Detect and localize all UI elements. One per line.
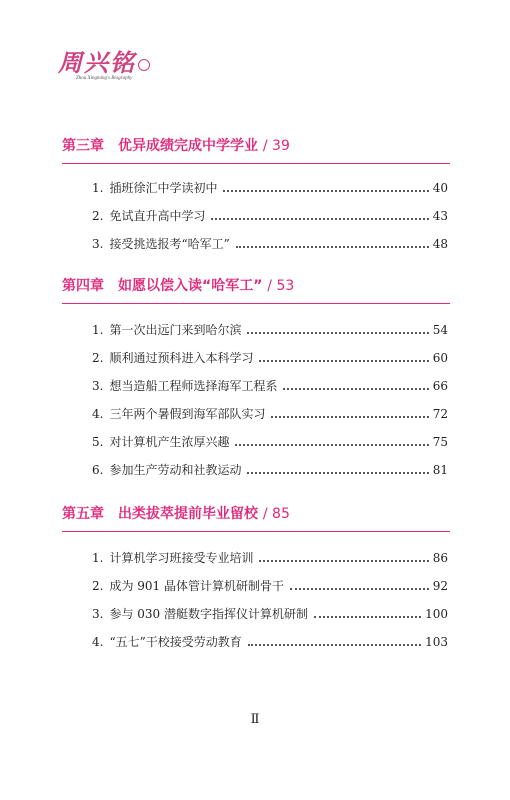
toc-entry[interactable]	[92, 405, 448, 423]
entry-page: 103	[425, 635, 448, 649]
dot-leader	[223, 190, 428, 192]
dot-leader	[314, 616, 421, 618]
entry-page: 81	[432, 463, 448, 477]
dot-leader	[247, 472, 428, 474]
entry-title: 计算机学习班接受专业培训	[109, 551, 254, 565]
entry-title: 参与 030 潜艇数字指挥仪计算机研制	[109, 607, 308, 621]
dot-leader	[235, 444, 428, 446]
chapter-divider	[62, 303, 450, 304]
entry-page: 86	[432, 551, 448, 565]
chapter-divider	[62, 163, 450, 164]
entry-title: 想当造船工程师选择海军工程系	[109, 379, 278, 393]
chapter-4	[62, 275, 450, 477]
entry-number: 3.	[92, 607, 104, 621]
dot-leader	[283, 388, 428, 390]
chapter-heading[interactable]	[62, 275, 450, 297]
chapter-page: / 53	[267, 278, 295, 294]
dot-leader	[259, 560, 428, 562]
page-folio: Ⅱ	[250, 712, 260, 727]
chapter-title: 如愿以偿入读“哈军工”	[118, 278, 263, 294]
toc-entry[interactable]	[92, 433, 448, 451]
dot-leader	[211, 218, 428, 220]
entry-title: “五七”干校接受劳动教育	[109, 635, 242, 649]
dot-leader	[236, 246, 429, 248]
entry-page: 75	[432, 435, 448, 449]
entry-title: 三年两个暑假到海军部队实习	[109, 407, 266, 421]
entry-number: 3.	[92, 237, 104, 251]
dot-leader	[248, 644, 421, 646]
entry-page: 66	[432, 379, 448, 393]
chapter-title: 出类拔萃提前毕业留校	[118, 506, 258, 522]
toc-entry[interactable]	[92, 349, 448, 367]
logo-title: 周兴铭	[58, 48, 168, 78]
chapter-heading[interactable]	[62, 503, 450, 525]
entry-number: 2.	[92, 351, 104, 365]
entry-number: 6.	[92, 463, 104, 477]
biography-logo	[58, 48, 168, 94]
entry-title: 顺利通过预科进入本科学习	[109, 351, 254, 365]
entry-page: 43	[432, 209, 448, 223]
dot-leader	[271, 416, 428, 418]
dot-leader	[259, 360, 428, 362]
chapter-number: 第四章	[62, 278, 104, 294]
toc-entry[interactable]	[92, 179, 448, 197]
entry-title: 插班徐汇中学读初中	[109, 181, 218, 195]
entry-page: 54	[432, 323, 448, 337]
chapter-page: / 85	[262, 506, 290, 522]
entry-number: 4.	[92, 407, 104, 421]
chapter-number: 第三章	[62, 138, 104, 154]
toc-entry[interactable]	[92, 321, 448, 339]
entry-page: 72	[432, 407, 448, 421]
entry-number: 1.	[92, 323, 104, 337]
entry-number: 3.	[92, 379, 104, 393]
entry-number: 4.	[92, 635, 104, 649]
chapter-heading[interactable]	[62, 135, 450, 157]
entry-number: 2.	[92, 579, 104, 593]
chapter-title: 优异成绩完成中学学业	[118, 138, 258, 154]
chapter-divider	[62, 531, 450, 532]
toc-entry[interactable]	[92, 377, 448, 395]
entry-title: 接受挑选报考“哈军工”	[109, 237, 230, 251]
toc-entry[interactable]	[92, 633, 448, 651]
entry-number: 1.	[92, 551, 104, 565]
dot-leader	[290, 588, 429, 590]
entry-number: 2.	[92, 209, 104, 223]
entry-title: 成为 901 晶体管计算机研制骨干	[109, 579, 284, 593]
chapter-number: 第五章	[62, 506, 104, 522]
toc-entry[interactable]	[92, 207, 448, 225]
chapter-3	[62, 135, 450, 251]
entry-page: 40	[432, 181, 448, 195]
dot-leader	[247, 332, 428, 334]
entry-page: 92	[432, 579, 448, 593]
chapter-5	[62, 503, 450, 649]
entry-title: 参加生产劳动和社教运动	[109, 463, 242, 477]
toc-entry[interactable]	[92, 461, 448, 479]
entry-number: 5.	[92, 435, 104, 449]
toc-entry[interactable]	[92, 605, 448, 623]
entry-title: 对计算机产生浓厚兴趣	[109, 435, 230, 449]
logo-subtitle: Zhou Xingming's Biography	[76, 76, 133, 81]
seal-icon	[138, 59, 150, 71]
entry-number: 1.	[92, 181, 104, 195]
chapter-page: / 39	[262, 138, 290, 154]
entry-page: 60	[432, 351, 448, 365]
toc-entry[interactable]	[92, 577, 448, 595]
entry-title: 免试直升高中学习	[109, 209, 206, 223]
entry-title: 第一次出远门来到哈尔滨	[109, 323, 242, 337]
toc-entry[interactable]	[92, 235, 448, 253]
entry-page: 48	[432, 237, 448, 251]
toc-entry[interactable]	[92, 549, 448, 567]
entry-page: 100	[425, 607, 448, 621]
